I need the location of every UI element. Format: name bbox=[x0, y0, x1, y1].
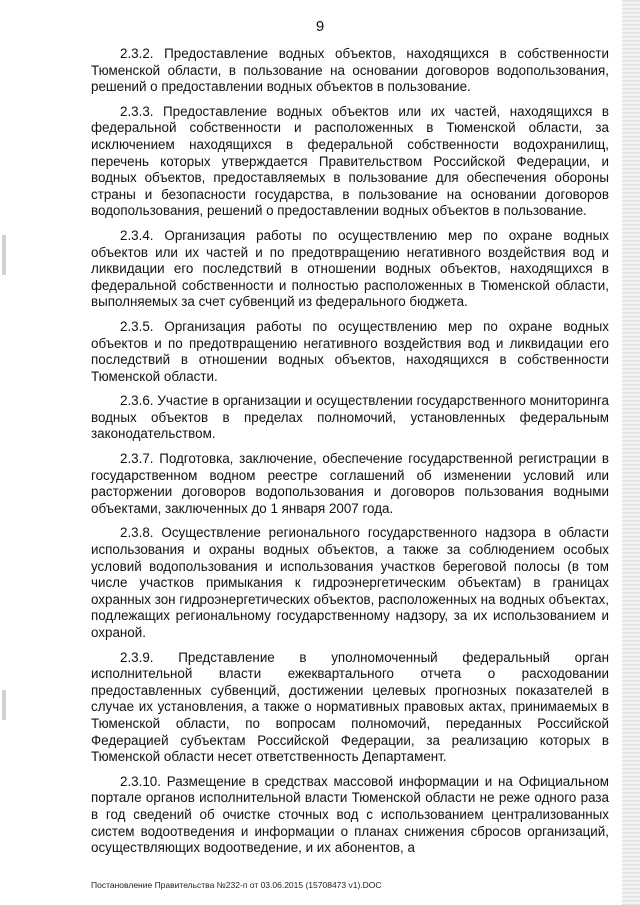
page-number: 9 bbox=[315, 18, 325, 35]
scan-mark bbox=[2, 235, 6, 275]
paragraph-2-3-6: 2.3.6. Участие в организации и осуществлении государственного мониторинга водных объектов в пределах полномочий, установленных федеральным законодательством. bbox=[91, 393, 609, 442]
paragraph-2-3-2: 2.3.2. Предоставление водных объектов, находящихся в собственности Тюменской области, в пользование на основании договоров водопользования, решений о предоставлении водных объектов в пользование. bbox=[91, 46, 609, 95]
paragraph-2-3-4: 2.3.4. Организация работы по осуществлению мер по охране водных объектов или их частей и по предотвращению негативного воздействия вод и ликвидации его последствий в отношении водных объектов, находящихся в федеральной собственности и полностью расположенных в Тюменской области, выполняемых за счет субвенций из федерального бюджета. bbox=[91, 227, 609, 310]
document-footer: Постановление Правительства №232-п от 03.06.2015 (15708473 v1).DOC bbox=[91, 880, 382, 890]
paragraph-2-3-3: 2.3.3. Предоставление водных объектов или их частей, находящихся в федеральной собственности и расположенных в Тюменской области, за исключением находящихся в федеральной собственности водохранилищ, перечень которых утверждается Правительством Российской Федерации, и водных объектов, предоставляемых в пользование для обеспечения обороны страны и безопасности государства, в пользование на основании договоров водопользования, решений о предоставлении водных объектов в пользование. bbox=[91, 103, 609, 219]
scan-mark bbox=[2, 690, 6, 720]
paragraph-2-3-9: 2.3.9. Представление в уполномоченный федеральный орган исполнительной власти ежеквартального отчета о расходовании предоставленных субвенций, достижении целевых прогнозных показателей в случае их установления, а также о нормативных правовых актах, принимаемых в Тюменской области, по вопросам полномочий, переданных Российской Федерацией субъектам Российской Федерации, за реализацию которых в Тюменской области несет ответственность Департамент. bbox=[91, 649, 609, 765]
document-body bbox=[91, 46, 609, 865]
paragraph-2-3-7: 2.3.7. Подготовка, заключение, обеспечение государственной регистрации в государственном водном реестре соглашений об изменении условий или расторжении договоров водопользования и договоров пользования водными объектами, заключенных до 1 января 2007 года. bbox=[91, 451, 609, 516]
scan-edge-artifact bbox=[622, 0, 640, 905]
paragraph-2-3-5: 2.3.5. Организация работы по осуществлению мер по охране водных объектов и по предотвращению негативного воздействия вод и ликвидации его последствий в отношении водных объектов, находящихся в собственности Тюменской области. bbox=[91, 318, 609, 384]
paragraph-2-3-10: 2.3.10. Размещение в средствах массовой информации и на Официальном портале органов исполнительной власти Тюменской области не реже одного раза в год сведений об очистке сточных вод с использованием централизованных систем водоотведения и информации о планах снижения сбросов организаций, осуществляющих водоотведение, и их абонентов, а bbox=[91, 773, 609, 856]
paragraph-2-3-8: 2.3.8. Осуществление регионального государственного надзора в области использования и охраны водных объектов, а также за соблюдением особых условий водопользования и использования участков береговой полосы (в том числе участков примыкания к гидроэнергетическим объектам) в границах охранных зон гидроэнергетических объектов, расположенных на водных объектах, подлежащих региональному государственному надзору, за их использованием и охраной. bbox=[91, 525, 609, 640]
